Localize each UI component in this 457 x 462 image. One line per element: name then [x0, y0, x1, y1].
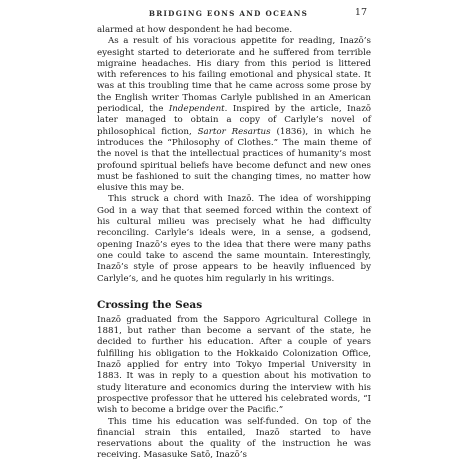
- paragraph-text: As a result of his voracious appetite for reading, Inazō’s eyesight started to deteriorate and he suffered from terrible migraine headaches. His diary from this period is littered with references to his failing emotional and physical state. It was at this troubling time that he came across some prose by the English writer Thomas Carlyle published in an American periodical, the: [97, 36, 371, 115]
- paragraph-self-funded: This time his education was self-funded. On top of the financial strain this entailed, Inazō started to have reservations about the quality of the instruction he was receiving. Masasuke Satō, Inazō’s: [97, 416, 371, 461]
- running-head-title: BRIDGING EONS AND OCEANS: [148, 9, 309, 18]
- paragraph-continued: alarmed at how despondent he had become.: [97, 25, 293, 35]
- periodical-title: Independent: [168, 104, 225, 115]
- section-heading: Crossing the Seas: [97, 298, 203, 311]
- paragraph-eyesight: [97, 36, 371, 194]
- running-head: [0, 6, 457, 20]
- page-number: 17: [354, 7, 367, 18]
- paragraph-graduation: Inazō graduated from the Sapporo Agricultural College in 1881, but rather than become a servant of the state, he decided to further his education. After a couple of years fulfilling his obligation to the Hokkaido Colonization Office, Inazō applied for entry into Tokyo Imperial University in 1883. It was in reply to a question about his motivation to study literature and economics during the interview with his prospective professor that he uttered his celebrated words, “I wish to become a bridge over the Pacific.”: [97, 314, 371, 416]
- body-text: [97, 25, 371, 462]
- paragraph-carlyle: This struck a chord with Inazō. The idea of worshipping God in a way that that seemed forced within the context of his cultural milieu was precisely what he had difficulty reconciling. Carlyle’s ideals were, in a sense, a godsend, opening Inazō’s eyes to the idea that there were many paths one could take to ascend the same mountain. Interestingly, Inazō’s style of prose appears to be heavily influenced by Carlyle’s, and he quotes him regularly in his writings.: [97, 194, 371, 284]
- paragraph-text: (1836), in which he introduces the “Philosophy of Clothes.” The main theme of the novel is that the intellectual practices of humanity’s most profound spiritual beliefs have become defunct and new ones must be fashioned to suit the changing times, no matter how elusive this may be.: [97, 126, 371, 194]
- paragraph-text: . Inspired by the article, Inazō later managed to obtain a copy of Carlyle’s novel of philosophical fiction,: [97, 104, 372, 137]
- book-title: Sartor Resartus: [197, 126, 271, 137]
